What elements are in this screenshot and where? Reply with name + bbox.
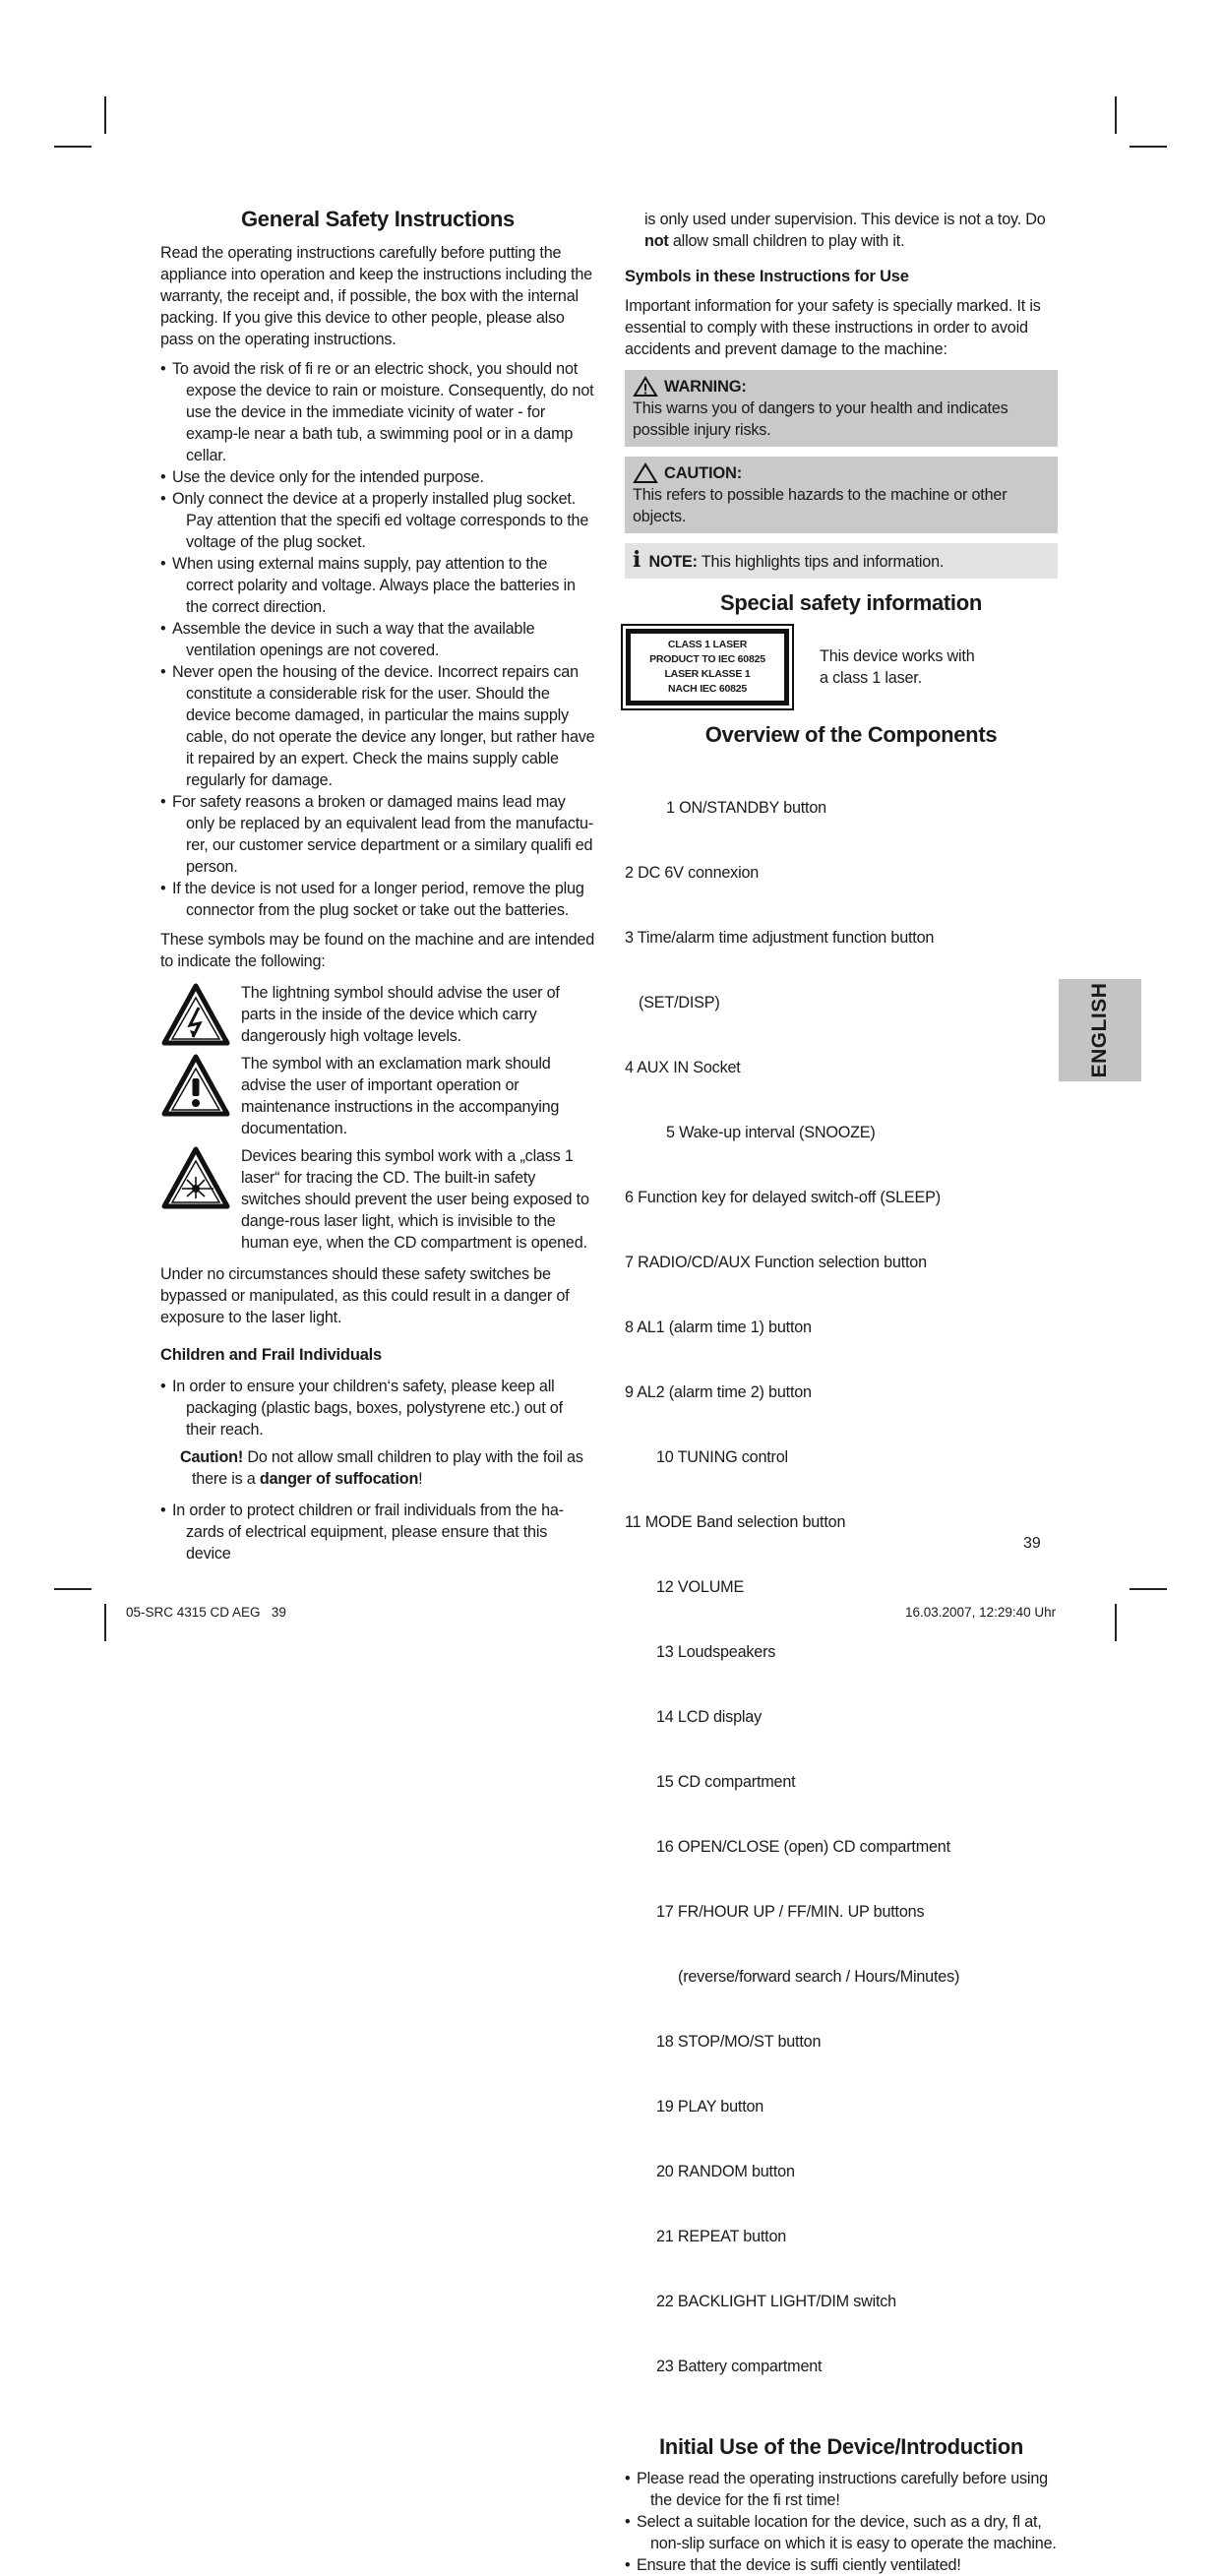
list-item: • If the device is not used for a longer period, remove the plug connector from the plug socket or take out the batteries. (160, 878, 595, 921)
list-item: 15 CD compartment (656, 1773, 796, 1791)
list-item: 16 OPEN/CLOSE (open) CD compartment (656, 1838, 950, 1856)
crop-mark (104, 1604, 106, 1641)
list-item: 4 AUX IN Socket (625, 1059, 741, 1076)
list-item: 9 AL2 (alarm time 2) button (625, 1383, 812, 1401)
list-item: 11 MODE Band selection button (625, 1513, 846, 1531)
intro-paragraph: Read the operating instructions carefully before putting the appliance into operation and keep the instructions including the warranty, the receipt and, if possible, the box with the internal packing. If you give this device to other people, please also pass on the operating instructions. (160, 244, 592, 348)
list-item: • Only connect the device at a properly installed plug socket. Pay attention that the specifi ed voltage corresponds to the voltage of the plug socket. (160, 488, 595, 553)
laser-label: CLASS 1 LASER PRODUCT TO IEC 60825 LASER KLASSE 1 NACH IEC 60825 (626, 629, 789, 705)
left-column (160, 209, 595, 1564)
right-column (625, 209, 1058, 2576)
list-item: 3 Time/alarm time adjustment function button (625, 929, 935, 947)
crop-mark (54, 146, 92, 148)
symbol-text: The lightning symbol should advise the user of parts in the inside of the device which carry dangerously high voltage levels. (241, 984, 560, 1045)
language-tab (1059, 979, 1141, 1081)
list-item: 10 TUNING control (656, 1448, 788, 1466)
special-safety-title: Special safety information (719, 590, 983, 615)
list-item: 17 FR/HOUR UP / FF/MIN. UP buttons (656, 1903, 925, 1921)
list-item: • For safety reasons a broken or damaged mains lead may only be replaced by an equivalent lead from the manufactu-rer, our customer service department or a similary qualifi ed person. (160, 791, 595, 878)
list-item: 14 LCD display (656, 1708, 762, 1726)
caution-triangle-icon (633, 462, 658, 484)
lightning-warning-icon (160, 982, 231, 1047)
symbol-row-lightning (160, 982, 595, 1047)
warning-box (625, 370, 1058, 447)
list-item: • Never open the housing of the device. Incorrect repairs can constitute a considerable risk for the user. Should the device become damaged, in particular the mains supply cable, do not operate the device any longer, but rather have it repaired by an expert. Check the mains supply cable regularly for damage. (160, 661, 595, 791)
symbols-intro: These symbols may be found on the machine and are intended to indicate the following: (160, 931, 595, 970)
list-item: 8 AL1 (alarm time 1) button (625, 1319, 812, 1336)
list-item: 6 Function key for delayed switch-off (SLEEP) (625, 1189, 941, 1206)
list-item: 22 BACKLIGHT LIGHT/DIM switch (656, 2293, 896, 2310)
list-item: 21 REPEAT button (656, 2228, 787, 2245)
crop-mark (1129, 1588, 1167, 1590)
continued-paragraph: is only used under supervision. This device is not a toy. Do not allow small children to play with it. (644, 211, 1046, 250)
symbols-title: Symbols in these Instructions for Use (625, 268, 909, 285)
list-item: • To avoid the risk of fi re or an electric shock, you should not expose the device to rain or moisture. Consequently, do not use the device in the immediate vicinity of water - for examp-le near a bath tub, a swimming pool or in a damp cellar. (160, 358, 595, 466)
info-icon: i (633, 547, 641, 573)
crop-mark (1115, 96, 1117, 134)
list-item: (reverse/forward search / Hours/Minutes) (678, 1968, 960, 1986)
exclamation-warning-icon (160, 1053, 231, 1118)
list-item: • In order to protect children or frail individuals from the ha-zards of electrical equipment, please ensure that this device (160, 1500, 595, 1564)
list-item: 2 DC 6V connexion (625, 864, 760, 882)
list-item: 7 RADIO/CD/AUX Function selection button (625, 1254, 927, 1271)
laser-text: This device works with a class 1 laser. (820, 647, 975, 687)
frail-bullets (160, 1500, 595, 1564)
overview-title: Overview of the Components (704, 722, 998, 747)
switches-paragraph: Under no circumstances should these safety switches be bypassed or manipulated, as this could result in a danger of exposure to the laser light. (160, 1265, 570, 1326)
list-item: • In order to ensure your children‘s safety, please keep all packaging (plastic bags, boxes, polystyrene etc.) out of their reach. (160, 1376, 595, 1441)
warning-triangle-icon (633, 376, 658, 398)
list-item: 19 PLAY button (656, 2098, 764, 2116)
crop-mark (1115, 1604, 1117, 1641)
warning-label: WARNING: (664, 378, 747, 396)
list-item: 5 Wake-up interval (SNOOZE) (666, 1124, 876, 1141)
caution-label: CAUTION: (664, 464, 743, 482)
caution-box (625, 457, 1058, 533)
suffocation-text: danger of suffocation (259, 1470, 419, 1488)
note-text: This highlights tips and information. (697, 553, 945, 571)
footer-right: 16.03.2007, 12:29:40 Uhr (905, 1605, 1057, 1620)
list-item: 13 Loudspeakers (656, 1643, 776, 1661)
list-item: 12 VOLUME (656, 1578, 745, 1596)
children-bullets (160, 1376, 595, 1441)
caution-text: This refers to possible hazards to the machine or other objects. (633, 486, 1007, 525)
safety-bullets (160, 358, 595, 921)
initial-use-title: Initial Use of the Device/Introduction (659, 2434, 1023, 2459)
list-item: • When using external mains supply, pay attention to the correct polarity and voltage. Always place the batteries in the correct direction. (160, 553, 595, 618)
caution-text: Do not allow small children to play with the foil as there is a (192, 1448, 583, 1488)
caution-paragraph: Caution! Do not allow small children to play with the foil as there is a danger of suffocation! (180, 1448, 583, 1488)
symbol-text: Devices bearing this symbol work with a „class 1 laser“ for tracing the CD. The built-in safety switches should prevent the user being exposed to dange-rous laser light, which is invisible to the human eye, when the CD compartment is opened. (241, 1147, 589, 1252)
list-item: 18 STOP/MO/ST button (656, 2033, 822, 2051)
list-item: • Select a suitable location for the device, such as a dry, fl at, non-slip surface on which it is easy to operate the machine. (625, 2511, 1058, 2554)
list-item: 23 Battery compartment (656, 2358, 823, 2375)
laser-warning-icon (160, 1145, 231, 1210)
components-list (625, 754, 1058, 2421)
list-item: 1 ON/STANDBY button (666, 799, 826, 817)
symbol-row-laser (160, 1145, 595, 1254)
crop-mark (104, 96, 106, 134)
general-safety-title: General Safety Instructions (241, 207, 515, 231)
children-title: Children and Frail Individuals (160, 1346, 383, 1364)
note-label: NOTE: (648, 553, 698, 571)
list-item: • Use the device only for the intended purpose. (160, 466, 595, 488)
list-item: • Please read the operating instructions carefully before using the device for the fi rst time! (625, 2468, 1058, 2511)
page-number: 39 (1023, 1535, 1041, 1552)
list-item: • Assemble the device in such a way that the available ventilation openings are not covered. (160, 618, 595, 661)
symbol-text: The symbol with an exclamation mark should advise the user of important operation or maintenance instructions in the accompanying documentation. (241, 1055, 560, 1137)
crop-mark (1129, 146, 1167, 148)
caution-label: Caution! (180, 1448, 244, 1466)
laser-row (625, 624, 1058, 710)
list-item: (SET/DISP) (639, 994, 720, 1012)
laser-label-outer (621, 624, 794, 710)
footer-left: 05-SRC 4315 CD AEG 39 (126, 1605, 286, 1620)
crop-mark (54, 1588, 92, 1590)
list-item: 20 RANDOM button (656, 2163, 795, 2180)
symbol-row-exclamation (160, 1053, 595, 1139)
list-item: • Ensure that the device is suffi ciently ventilated! (625, 2554, 1058, 2576)
initial-bullets (625, 2468, 1058, 2576)
note-box (625, 543, 1058, 579)
warning-text: This warns you of dangers to your health and indicates possible injury risks. (633, 399, 1008, 439)
symbols-paragraph: Important information for your safety is specially marked. It is essential to comply with these instructions in order to avoid accidents and prevent damage to the machine: (625, 297, 1041, 358)
language-tab-label: ENGLISH (1088, 982, 1111, 1078)
